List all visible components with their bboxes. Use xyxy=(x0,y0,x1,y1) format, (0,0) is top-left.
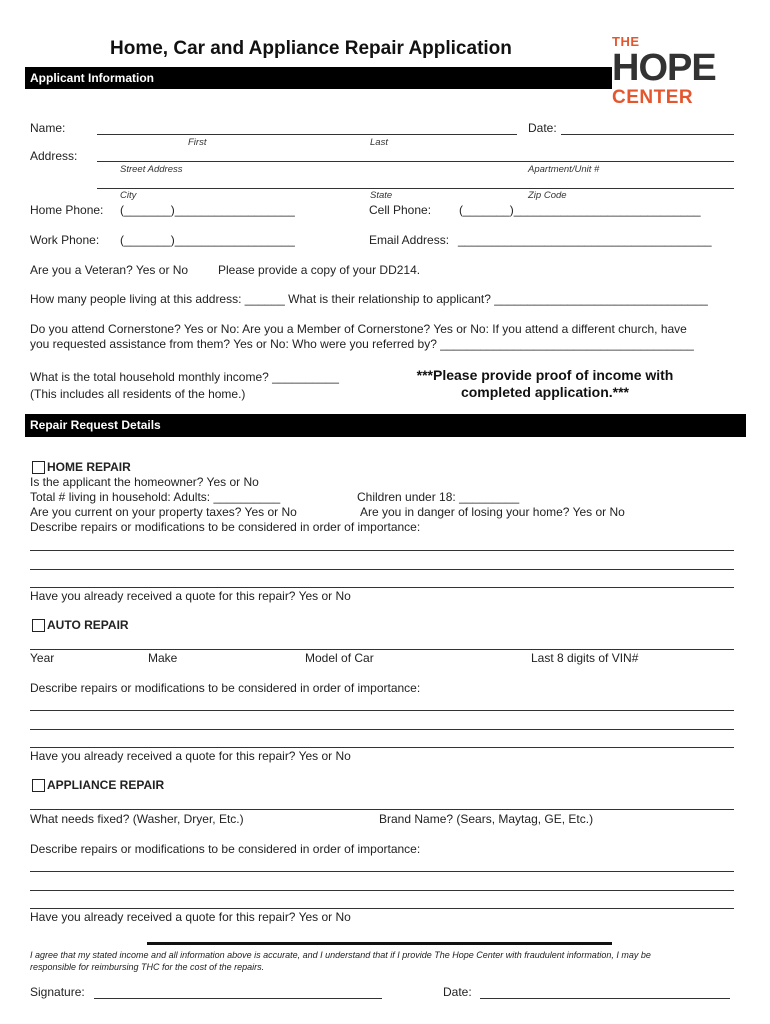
dd214-note: Please provide a copy of your DD214. xyxy=(218,263,421,277)
home-phone-field[interactable]: (_______)__________________ xyxy=(120,203,295,217)
home-describe-line-2[interactable] xyxy=(30,569,734,570)
appliance-brand-label: Brand Name? (Sears, Maytag, GE, Etc.) xyxy=(379,812,594,826)
logo-the: THE xyxy=(612,34,640,49)
footer-date-field[interactable] xyxy=(480,998,730,999)
work-phone-label: Work Phone: xyxy=(30,233,100,247)
auto-describe-line-2[interactable] xyxy=(30,729,734,730)
appliance-describe-line-2[interactable] xyxy=(30,890,734,891)
homeowner-question: Is the applicant the homeowner? Yes or No xyxy=(30,475,259,489)
name-field[interactable] xyxy=(97,134,517,135)
home-describe-line-3[interactable] xyxy=(30,587,734,588)
date-label: Date: xyxy=(528,121,557,135)
home-quote-question: Have you already received a quote for this repair? Yes or No xyxy=(30,589,351,603)
income-question: What is the total household monthly income? __________ xyxy=(30,370,339,384)
cell-phone-field[interactable]: (_______)____________________________ xyxy=(459,203,701,217)
auto-describe-line-1[interactable] xyxy=(30,710,734,711)
car-make-label: Make xyxy=(148,651,178,665)
signature-label: Signature: xyxy=(30,985,85,999)
appliance-quote-question: Have you already received a quote for this repair? Yes or No xyxy=(30,910,351,924)
section-title-applicant: Applicant Information xyxy=(30,71,154,85)
auto-quote-question: Have you already received a quote for this repair? Yes or No xyxy=(30,749,351,763)
car-year-label: Year xyxy=(30,651,55,665)
section-bar-applicant xyxy=(25,67,612,89)
appliance-repair-checkbox[interactable] xyxy=(32,779,45,792)
address-label: Address: xyxy=(30,149,78,163)
state-caption: State xyxy=(370,190,393,201)
appliance-describe-line-3[interactable] xyxy=(30,908,734,909)
appliance-describe-line-1[interactable] xyxy=(30,871,734,872)
date-field[interactable] xyxy=(561,134,734,135)
proof-of-income-note-1: ***Please provide proof of income with xyxy=(416,367,674,383)
form-title: Home, Car and Appliance Repair Application xyxy=(110,38,512,59)
name-label: Name: xyxy=(30,121,66,135)
hope-center-logo xyxy=(612,34,752,109)
agreement-text-1: I agree that my stated income and all information above is accurate, and I understand that if I provide The Hope Center with fraudulent information, I may be xyxy=(30,950,651,960)
apt-caption: Apartment/Unit # xyxy=(528,164,600,175)
home-describe-label: Describe repairs or modifications to be considered in order of importance: xyxy=(30,520,421,534)
home-describe-line-1[interactable] xyxy=(30,550,734,551)
taxes-question: Are you current on your property taxes? Yes or No xyxy=(30,505,297,519)
cell-phone-label: Cell Phone: xyxy=(369,203,432,217)
home-repair-checkbox[interactable] xyxy=(32,461,45,474)
first-name-caption: First xyxy=(188,137,207,148)
section-title-repair: Repair Request Details xyxy=(30,418,161,432)
street-address-field[interactable] xyxy=(97,161,734,162)
home-phone-label: Home Phone: xyxy=(30,203,104,217)
logo-center: CENTER xyxy=(612,87,694,108)
email-label: Email Address: xyxy=(369,233,450,247)
appliance-describe-label: Describe repairs or modifications to be considered in order of importance: xyxy=(30,842,421,856)
car-model-label: Model of Car xyxy=(305,651,374,665)
city-caption: City xyxy=(120,190,137,201)
income-note: (This includes all residents of the home.) xyxy=(30,387,246,401)
work-phone-field[interactable]: (_______)__________________ xyxy=(120,233,295,247)
children-question: Children under 18: _________ xyxy=(357,490,520,504)
auto-repair-checkbox[interactable] xyxy=(32,619,45,632)
cornerstone-question-2: you requested assistance from them? Yes or No: Who were you referred by? ______________________________________ xyxy=(30,337,694,351)
auto-describe-label: Describe repairs or modifications to be considered in order of importance: xyxy=(30,681,421,695)
last-name-caption: Last xyxy=(370,137,388,148)
auto-details-line[interactable] xyxy=(30,649,734,650)
home-repair-heading: HOME REPAIR xyxy=(47,460,131,474)
signature-field[interactable] xyxy=(94,998,382,999)
footer-divider xyxy=(147,942,612,945)
logo-hope: HOPE xyxy=(612,47,716,89)
footer-date-label: Date: xyxy=(443,985,472,999)
proof-of-income-note-2: completed application.*** xyxy=(460,384,630,400)
appliance-what-label: What needs fixed? (Washer, Dryer, Etc.) xyxy=(30,812,244,826)
cornerstone-question-1: Do you attend Cornerstone? Yes or No: Are you a Member of Cornerstone? Yes or No: If you attend a different church, have xyxy=(30,322,687,336)
city-state-zip-field[interactable] xyxy=(97,188,734,189)
section-bar-repair xyxy=(25,414,746,437)
auto-repair-heading: AUTO REPAIR xyxy=(47,618,129,632)
appliance-details-line[interactable] xyxy=(30,809,734,810)
auto-describe-line-3[interactable] xyxy=(30,747,734,748)
adults-question: Total # living in household: Adults: __________ xyxy=(30,490,281,504)
veteran-question: Are you a Veteran? Yes or No xyxy=(30,263,189,277)
appliance-repair-heading: APPLIANCE REPAIR xyxy=(47,778,165,792)
people-question: How many people living at this address: ______ What is their relationship to applicant? ________________________________ xyxy=(30,292,708,306)
email-field[interactable]: ______________________________________ xyxy=(458,233,712,247)
street-caption: Street Address xyxy=(120,164,183,175)
losing-home-question: Are you in danger of losing your home? Yes or No xyxy=(360,505,625,519)
zip-caption: Zip Code xyxy=(528,190,567,201)
agreement-text-2: responsible for reimbursing THC for the cost of the repairs. xyxy=(30,962,265,972)
vin-label: Last 8 digits of VIN# xyxy=(531,651,639,665)
